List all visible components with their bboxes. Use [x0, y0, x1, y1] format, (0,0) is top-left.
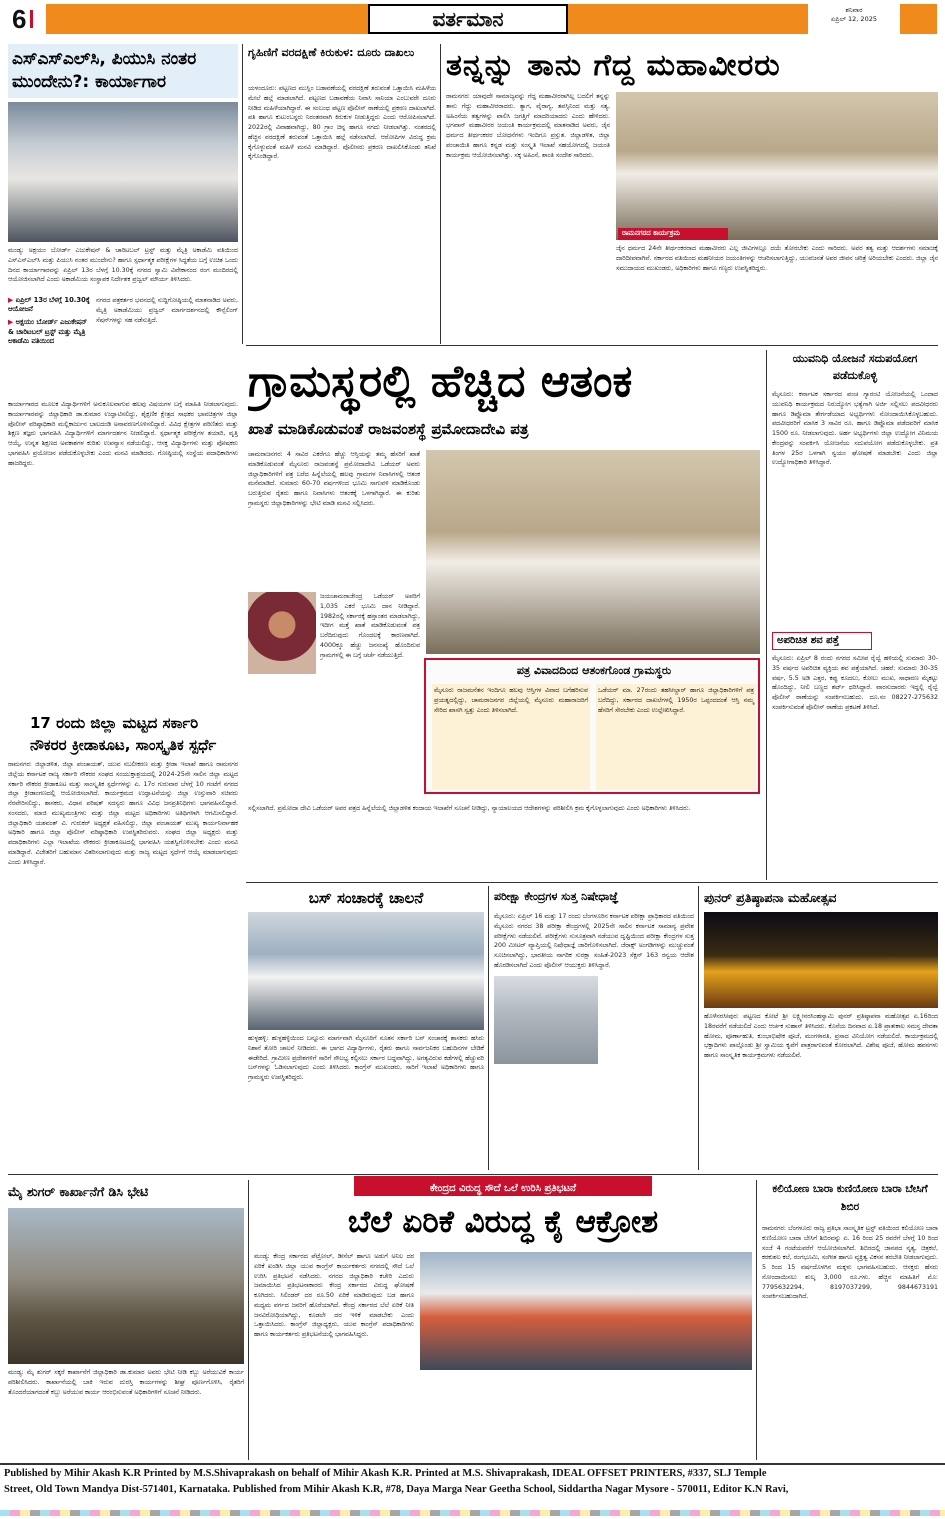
paper-name-box	[368, 4, 568, 34]
story-sports-headline: 17 ರಂದು ಜಿಲ್ಲಾ ಮಟ್ಟದ ಸರ್ಕಾರಿ ನೌಕರರ ಕ್ರೀಡಾಕೂಟ, ಸಾಂಸ್ಕೃತಿಕ ಸ್ಪರ್ಧೆ	[30, 714, 217, 754]
column-divider	[488, 886, 489, 1170]
story-sugar-body: ಮಂಡ್ಯ: ಮೈ ಶುಗರ್ ಸಕ್ಕರೆ ಕಾರ್ಖಾನೆಗೆ ಜಿಲ್ಲಾಧಿಕಾರಿ ಡಾ.ಕುಮಾರ ಅವರು ಭೇಟಿ ನೀಡಿ ಕಬ್ಬು ಅರೆಯುವಿಕೆ ಕಾರ್ಯ ಪರಿಶೀಲಿಸಿದರು. ಕಾರ್ಖಾನೆಯಲ್ಲಿ ಬಾಕಿ ಇರುವ ದುರಸ್ತಿ ಕಾರ್ಯಗಳನ್ನು ಶೀಘ್ರ ಪೂರ್ಣಗೊಳಿಸಿ, ರೈತರಿಗೆ ತೊಂದರೆಯಾಗದಂತೆ ಕಬ್ಬು ಅರೆಯುವ ಕಾರ್ಯ ಆರಂಭಿಸುವಂತೆ ಅಧಿಕಾರಿಗಳಿಗೆ ಸೂಚನೆ ನೀಡಿದರು.	[8, 1369, 244, 1396]
column-divider	[756, 1180, 757, 1460]
villagers-photo	[426, 450, 760, 654]
story-sports-body: ರಾಮನಗರ: ಜಿಲ್ಲಾಡಳಿತ, ಜಿಲ್ಲಾ ಪಂಚಾಯತ್, ಯುವ ಸಬಲೀಕರಣ ಮತ್ತು ಕ್ರೀಡಾ ಇಲಾಖೆ ಹಾಗೂ ರಾಮನಗರ ಜಿಲ್ಲೆಯ ಕರ್ನಾಟಕ ರಾಜ್ಯ ಸರ್ಕಾರಿ ನೌಕರರ ಸಂಘದ ಸಂಯುಕ್ತಾಶ್ರಯದಲ್ಲಿ 2024-25ನೇ ಸಾಲಿನ ಜಿಲ್ಲಾ ಮಟ್ಟದ ಸರ್ಕಾರಿ ನೌಕರರ ಕ್ರೀಡಾಕೂಟ ಮತ್ತು ಸಾಂಸ್ಕೃತಿಕ ಸ್ಪರ್ಧೆಗಳನ್ನು ಏ. 17ರ ಗುರುವಾರ ಬೆಳಗ್ಗೆ 10 ಗಂಟೆಗೆ ನಗರದ ಜಿಲ್ಲಾ ಕ್ರೀಡಾಂಗಣದಲ್ಲಿ ಆಯೋಜಿಸಲಾಗಿದೆ. ಕಾರ್ಯಕ್ರಮದ ಉದ್ಘಾಟನೆಯನ್ನು ಜಿಲ್ಲಾ ಉಸ್ತುವಾರಿ ಸಚಿವರು ನೆರವೇರಿಸಲಿದ್ದು, ಶಾಸಕರು, ವಿಧಾನ ಪರಿಷತ್ ಸದಸ್ಯರು ಹಾಗೂ ವಿವಿಧ ಜನಪ್ರತಿನಿಧಿಗಳು ಭಾಗವಹಿಸಲಿದ್ದಾರೆ. ಸಂಸದರು, ಮಾಜಿ ಮುಖ್ಯಮಂತ್ರಿಗಳು ಮತ್ತು ಜಿಲ್ಲಾ ಮಟ್ಟದ ಅಧಿಕಾರಿಗಳು ಅತಿಥಿಗಳಾಗಿ ಆಗಮಿಸಲಿದ್ದಾರೆ. ಜಿಲ್ಲಾಧಿಕಾರಿ ಯಶವಂತ್ ವಿ. ಗುರುಕರ್ ಅಧ್ಯಕ್ಷತೆ ವಹಿಸಲಿದ್ದು, ಜಿಲ್ಲಾ ಪಂಚಾಯತ್ ಮುಖ್ಯ ಕಾರ್ಯನಿರ್ವಾಹಕ ಅಧಿಕಾರಿ ಹಾಗೂ ಜಿಲ್ಲಾ ಪೊಲೀಸ್ ವರಿಷ್ಠಾಧಿಕಾರಿ ಉಪಸ್ಥಿತರಿರುವರು. ಸಂಘದ ಜಿಲ್ಲಾ ಅಧ್ಯಕ್ಷರು ಮತ್ತು ಪದಾಧಿಕಾರಿಗಳು ಎಲ್ಲಾ ಇಲಾಖೆಯ ನೌಕರರು ಕ್ರೀಡಾಕೂಟದಲ್ಲಿ ಭಾಗವಹಿಸಿ ಯಶಸ್ವಿಗೊಳಿಸಬೇಕು ಎಂದು ಮನವಿ ಮಾಡಿದ್ದಾರೆ. ವಿಜೇತರಿಗೆ ಬಹುಮಾನ ವಿತರಿಸಲಾಗುವುದು ಮತ್ತು ರಾಜ್ಯ ಮಟ್ಟದ ಸ್ಪರ್ಧೆಗೆ ಆಯ್ಕೆ ಮಾಡಲಾಗುವುದು ಎಂದು ತಿಳಿಸಿದ್ದಾರೆ.	[8, 761, 238, 866]
villagers-box-right: ಒಡೆಯರ್ ಮಾ. 27ರಂದು ತಹಸೀಲ್ದಾರ್ ಹಾಗೂ ಜಿಲ್ಲಾಧಿಕಾರಿಗಳಿಗೆ ಪತ್ರ ಬರೆದಿದ್ದು, ಸರ್ಕಾರದ ದಾಖಲೆಗಳಲ್ಲಿ 1950ರ ಒಪ್ಪಂದದಂತೆ ಆಸ್ತಿ ನಮ್ಮ ಹೆಸರಿಗೆ ಸೇರಬೇಕು ಎಂದು ಉಲ್ಲೇಖಿಸಿದ್ದಾರೆ.	[596, 684, 756, 790]
story-protest-kicker-text: ಕೇಂದ್ರದ ವಿರುದ್ಧ ಸೌದೆ ಒಲೆ ಉರಿಸಿ ಪ್ರತಿಭಟನೆ	[430, 1183, 576, 1194]
column-divider	[242, 44, 243, 344]
story-unknown-body	[772, 632, 938, 880]
sugar-factory-photo	[8, 1208, 244, 1364]
day-label: ಶನಿವಾರ	[845, 6, 863, 14]
story-sports-meet	[8, 712, 238, 1172]
paper-name: ವರ್ತಮಾನ	[432, 7, 504, 31]
story-protest	[254, 1176, 752, 1460]
horizontal-rule	[8, 1174, 938, 1175]
story-villagers	[248, 350, 760, 880]
bullet-2-text: ಅಕ್ಷಯಂ ಬೋರ್ಡ್ ಎಜುಕೇಷನ್ & ಚಾರಿಟಬಲ್ ಟ್ರಸ್ಟ್ ಮತ್ತು ಮೈತ್ರಿ ಅಕಾಡೆಮಿ ವತಿಯಿಂದ	[8, 318, 88, 345]
story-workshop-headline: ಎಸ್‌ಎಸ್‌ಎಲ್‌ಸಿ, ಪಿಯುಸಿ ನಂತರ ಮುಂದೇನು?: ಕಾರ್ಯಾಗಾರ	[12, 49, 197, 92]
story-workshop-bullets	[8, 296, 92, 396]
masthead-left-bar	[8, 4, 368, 34]
story-protest-headline: ಬೆಲೆ ಏರಿಕೆ ವಿರುದ್ಧ ಕೈ ಆಕ್ರೋಶ	[347, 1204, 659, 1240]
story-unknown-body-headline: ಅಪರಿಚಿತ ಶವ ಪತ್ತೆ	[777, 635, 840, 646]
story-villagers-box	[424, 658, 760, 794]
story-villagers-body-left: ಚಾಮರಾಜನಗರ: 4 ಸಾವಿರ ಎಕರೆಗೂ ಹೆಚ್ಚು ಆಸ್ತಿಯನ್ನು ತಮ್ಮ ಹೆಸರಿಗೆ ಖಾತೆ ಮಾಡಿಕೊಡುವಂತೆ ಮೈಸೂರು ರಾಜವಂಶಸ್ಥೆ ಪ್ರಮೋದಾದೇವಿ ಒಡೆಯರ್ ಅವರು ಜಿಲ್ಲಾಧಿಕಾರಿಗಳಿಗೆ ಪತ್ರ ಬರೆದ ಹಿನ್ನೆಲೆಯಲ್ಲಿ ಹಲವು ಗ್ರಾಮಗಳ ನಿವಾಸಿಗಳಲ್ಲಿ ಆತಂಕ ಮನೆಮಾಡಿದೆ. ಸುಮಾರು 60-70 ವರ್ಷಗಳಿಂದ ಭೂಮಿ ಸಾಗುವಳಿ ಮಾಡಿಕೊಂಡು ಬರುತ್ತಿರುವ ರೈತರು ಹಾಗೂ ನಿವಾಸಿಗಳು ಆತಂಕಕ್ಕೆ ಒಳಗಾಗಿದ್ದಾರೆ. ಈ ಕುರಿತು ಗ್ರಾಮಸ್ಥರು ಜಿಲ್ಲಾಧಿಕಾರಿಗಳನ್ನು ಭೇಟಿ ಮಾಡಿ ಮನವಿ ಸಲ್ಲಿಸಿದರು.	[248, 451, 420, 507]
footer-line-2: Street, Old Town Mandya Dist-571401, Karnataka. Published from Mihir Akash K.R, #78, Daya Marga Near Geetha School, Siddartha Nagar Mysore - 570011, Editor K.N Ravi,	[4, 1484, 789, 1495]
horizontal-rule	[246, 345, 938, 346]
date-box	[808, 0, 900, 38]
story-villagers-headline: ಗ್ರಾಮಸ್ಥರಲ್ಲಿ ಹೆಚ್ಚಿದ ಆತಂಕ	[248, 356, 633, 407]
story-mahavira-body-right: ಜೈನ ಧರ್ಮದ 24ನೇ ತೀರ್ಥಂಕರರಾದ ಮಹಾವೀರರು ಎಲ್ಲ ಜೀವಿಗಳಲ್ಲೂ ದಯೆ ತೋರಬೇಕು ಎಂದು ಸಾರಿದರು. ಅವರ ತತ್ವ ಮತ್ತು ಆದರ್ಶಗಳು ಸಮಾಜಕ್ಕೆ ದಾರಿದೀಪವಾಗಿವೆ. ಸರ್ಕಾರದ ವತಿಯಿಂದ ಮಹನೀಯರ ಜಯಂತಿಗಳನ್ನು ಆಚರಿಸಲಾಗುತ್ತಿದ್ದು, ಯುವಜನತೆ ಅವರ ಜೀವನ ಚರಿತ್ರೆ ಅರಿಯಬೇಕು ಎಂದರು. ಜಿಲ್ಲಾ ಜೈನ ಸಮುದಾಯದ ಮುಖಂಡರು, ಅಧಿಕಾರಿಗಳು ಹಾಗೂ ಗಣ್ಯರು ಉಪಸ್ಥಿತರಿದ್ದರು.	[616, 245, 938, 272]
story-workshop-body-bottom: ಕಾರ್ಯಾಗಾರದ ಮೂಲಕ ವಿದ್ಯಾರ್ಥಿಗಳಿಗೆ ಅನುಕೂಲವಾಗುವ ಹಲವು ವಿಷಯಗಳ ಬಗ್ಗೆ ಮಾಹಿತಿ ನೀಡಲಾಗುವುದು. ಕಾರ್ಯಾಗಾರವನ್ನು ಜಿಲ್ಲಾಧಿಕಾರಿ ಡಾ.ಕುಮಾರ ಉದ್ಘಾಟಿಸಲಿದ್ದು, ಶೈಕ್ಷಣಿಕ ಕ್ಷೇತ್ರದ ಸಾಧಕರ ಭಾವಚಿತ್ರಗಳ ಜಿಲ್ಲಾ ಪೊಲೀಸ್ ವರಿಷ್ಠಾಧಿಕಾರಿ ಮಲ್ಲಿಕಾರ್ಜುನ ಬಾಲದಂಡಿ ಅನಾವರಣಗೊಳಿಸಲಿದ್ದಾರೆ. ವಿವಿಧ ಕ್ಷೇತ್ರಗಳ ಪರಿಣಿತರು ಮತ್ತು ಶಿಕ್ಷಣ ತಜ್ಞರು ಭಾಗವಹಿಸಿ ವಿದ್ಯಾರ್ಥಿಗಳಿಗೆ ಮಾರ್ಗದರ್ಶನ ನೀಡಲಿದ್ದಾರೆ. ಸ್ಪರ್ಧಾತ್ಮಕ ಪರೀಕ್ಷೆಗಳ ತಯಾರಿ, ವೃತ್ತಿ ಆಯ್ಕೆ, ಉನ್ನತ ಶಿಕ್ಷಣದ ಅವಕಾಶಗಳ ಕುರಿತು ಉಪನ್ಯಾಸ ನಡೆಯಲಿದ್ದು, ಆಸಕ್ತ ವಿದ್ಯಾರ್ಥಿಗಳು ಮತ್ತು ಪೋಷಕರು ಭಾಗವಹಿಸಿ ಪ್ರಯೋಜನ ಪಡೆದುಕೊಳ್ಳಬೇಕು ಎಂದು ಮನವಿ ಮಾಡಿದರು. ಗೋಷ್ಠಿಯಲ್ಲಿ ಸಂಸ್ಥೆಯ ಪದಾಧಿಕಾರಿಗಳು ಹಾಜರಿದ್ದರು.	[8, 401, 238, 467]
footer	[4, 1466, 941, 1506]
story-temple-headline: ಪುನರ್ ಪ್ರತಿಷ್ಠಾಪನಾ ಮಹೋತ್ಸವ	[704, 890, 837, 905]
story-summer-camp-headline: ಕಲಿಯೋಣ ಬಾರಾ ಕುಣಿಯೋಣ ಬಾರಾ ಬೇಸಿಗೆ ಶಿಬಿರ	[772, 1183, 928, 1213]
exam-photo	[494, 976, 598, 1064]
story-workshop-body-top: ಮಂಡ್ಯ: ಅಕ್ಷಯಂ ಬೋರ್ಡ್ ಎಜುಕೇಷನ್ & ಚಾರಿಟಬಲ್ ಟ್ರಸ್ಟ್ ಮತ್ತು ಮೈತ್ರಿ ಅಕಾಡೆಮಿ ವತಿಯಿಂದ ಎಸ್‌ಎಸ್‌ಎಲ್‌ಸಿ ಮತ್ತು ಪಿಯುಸಿ ನಂತರ ಮುಂದೇನು? ಹಾಗೂ ಸ್ಪರ್ಧಾತ್ಮಕ ಪರೀಕ್ಷೆಗಳ ಸಿದ್ಧತೆಯ ಬಗ್ಗೆ ಉಚಿತ ಒಂದು ದಿನದ ಕಾರ್ಯಾಗಾರವನ್ನು ಏಪ್ರಿಲ್ 13ರ ಬೆಳಗ್ಗೆ 10.30ಕ್ಕೆ ನಗರದ ಸ್ವಾಮಿ ವಿವೇಕಾನಂದ ರಂಗ ಮಂದಿರದಲ್ಲಿ ಆಯೋಜಿಸಲಾಗಿದೆ ಎಂದು ಅಕಾಡೆಮಿಯ ಸಂಸ್ಥಾಪಕ ನಿರ್ದೇಶಕ ಪ್ರಜ್ವಲ್ ಮೌರ್ಯ ತಿಳಿಸಿದರು.	[8, 247, 238, 284]
story-dowry-headline: ಗೃಹಿಣಿಗೆ ವರದಕ್ಷಿಣೆ ಕಿರುಕುಳ: ದೂರು ದಾಖಲು	[248, 46, 415, 59]
page-number-box	[8, 4, 46, 34]
masthead-right-bar	[900, 4, 937, 34]
column-divider	[698, 886, 699, 1170]
story-protest-kicker	[354, 1176, 652, 1196]
story-villagers-subhead: ಖಾತೆ ಮಾಡಿಕೊಡುವಂತೆ ರಾಜವಂಶಸ್ಥೆ ಪ್ರಮೋದಾದೇವಿ ಪತ್ರ	[248, 420, 529, 438]
color-registration-strip	[0, 1510, 945, 1516]
story-yuvanidhi	[772, 350, 938, 630]
story-bus-headline: ಬಸ್ ಸಂಚಾರಕ್ಕೆ ಚಾಲನೆ	[308, 889, 424, 907]
story-temple-body: ಹೊಳೆನರಸೀಪುರ: ಪಟ್ಟಣದ ಕೋಟೆ ಶ್ರೀ ಲಕ್ಷ್ಮೀನರಸಿಂಹಸ್ವಾಮಿ ಪುನರ್ ಪ್ರತಿಷ್ಠಾಪನಾ ಮಹೋತ್ಸವ ಏ.16ರಿಂದ 18ರವರೆಗೆ ನಡೆಯಲಿದೆ ಎಂದು ಆರ್ಚಕ ಸುಹಾಸ್ ತಿಳಿಸಿದರು. ಕೊನೆಯ ದಿನವಾದ ಏ.18 ಪ್ರಾತಃಕಾಲ ಸಮಸ್ತ ದೇವತಾ ಹೋಮ, ಪೂರ್ಣಾಹುತಿ, ಕುಂಭಾಭಿಷೇಕ ಪೂಜೆ, ಮಂಗಳಾರತಿ, ಪ್ರಸಾದ ವಿನಿಯೋಗ ನಡೆಯಲಿದೆ. ಕಾರ್ಯಕ್ರಮದಲ್ಲಿ ಭಕ್ತಾದಿಗಳು ಪಾಲ್ಗೊಂಡು ಶ್ರೀ ಸ್ವಾಮಿಯ ಕೃಪೆಗೆ ಪಾತ್ರರಾಗುವಂತೆ ಕೋರಲಾಗಿದೆ. ವಿಶೇಷ ಪೂಜೆ, ಹೋಮ ಹವನಗಳು ಹಾಗೂ ಸಾಂಸ್ಕೃತಿಕ ಕಾರ್ಯಕ್ರಮಗಳು ನಡೆಯಲಿವೆ.	[704, 1013, 938, 1059]
unknown-body-headline-box	[772, 632, 872, 650]
masthead	[0, 0, 945, 42]
mahavira-photo	[616, 92, 938, 240]
pramoda-devi-portrait	[248, 592, 316, 674]
workshop-photo	[8, 102, 238, 242]
horizontal-rule	[246, 882, 938, 883]
story-bus-body: ಹುಳ್ಳಹಳ್ಳಿ: ಹುಳ್ಳಹಳ್ಳಿಯಿಂದ ಬನ್ನೂರು ಮಾರ್ಗವಾಗಿ ಮೈಸೂರಿಗೆ ನೂತನ ಸರ್ಕಾರಿ ಬಸ್ ಸಂಚಾರಕ್ಕೆ ಶಾಸಕರು ಹಸಿರು ನಿಶಾನೆ ತೋರಿ ಚಾಲನೆ ನೀಡಿದರು. ಈ ಭಾಗದ ವಿದ್ಯಾರ್ಥಿಗಳು, ರೈತರು ಹಾಗೂ ಸಾರ್ವಜನಿಕರ ಬಹುದಿನಗಳ ಬೇಡಿಕೆ ಈಡೇರಿದೆ. ಗ್ರಾಮೀಣ ಪ್ರದೇಶಗಳಿಗೆ ಸಾರಿಗೆ ಸೌಲಭ್ಯ ಕಲ್ಪಿಸಲು ಸರ್ಕಾರ ಬದ್ಧವಾಗಿದ್ದು, ಅಗತ್ಯವಿರುವ ಕಡೆಗಳಲ್ಲಿ ಹೆಚ್ಚುವರಿ ಬಸ್‌ಗಳನ್ನು ಓಡಿಸಲಾಗುವುದು ಎಂದು ತಿಳಿಸಿದರು. ಕಾಂಗ್ರೆಸ್ ಮುಖಂಡರು, ಸಾರಿಗೆ ಇಲಾಖೆ ಅಧಿಕಾರಿಗಳು ಹಾಗೂ ಗ್ರಾಮಸ್ಥರು ಉಪಸ್ಥಿತರಿದ್ದರು.	[248, 1035, 484, 1081]
mahavira-photo-caption: ರಾಮನಗರದ ಕಾರ್ಯಕ್ರಮ	[618, 228, 728, 240]
temple-photo	[704, 912, 938, 1008]
story-bus	[248, 886, 484, 1170]
story-temple	[704, 886, 938, 1170]
story-summer-camp	[762, 1180, 938, 1460]
story-yuvanidhi-body: ಮೈಸೂರು: ಕರ್ನಾಟಕ ಸರ್ಕಾರದ ಪಂಚ ಗ್ಯಾರಂಟಿ ಯೋಜನೆಯಲ್ಲಿ ಒಂದಾದ ಯುವನಿಧಿ ಕಾರ್ಯಕ್ರಮದ ನಿರುದ್ಯೋಗ ಭತ್ಯೆಗಾಗಿ ಅರ್ಜಿ ಸಲ್ಲಿಸಲು ಪದವೀಧರರು ಹಾಗೂ ಡಿಪ್ಲೊಮಾ ತೇರ್ಗಡೆಯಾದ ಅಭ್ಯರ್ಥಿಗಳು ನೋಂದಾಯಿಸಿಕೊಳ್ಳಬಹುದು. ಪದವೀಧರರಿಗೆ ಮಾಸಿಕ 3 ಸಾವಿರ ರೂ. ಹಾಗೂ ಡಿಪ್ಲೊಮಾ ಪಡೆದವರಿಗೆ ಮಾಸಿಕ 1500 ರೂ. ನೀಡಲಾಗುವುದು. ಅರ್ಹ ಅಭ್ಯರ್ಥಿಗಳು ಜಿಲ್ಲಾ ಉದ್ಯೋಗ ವಿನಿಮಯ ಕೇಂದ್ರವನ್ನು ಸಂಪರ್ಕಿಸಿ ಯೋಜನೆಯ ಸದುಪಯೋಗ ಪಡೆದುಕೊಳ್ಳಬೇಕು. ಪ್ರತಿ ತಿಂಗಳ 25ರ ಒಳಗಾಗಿ ಸ್ವಯಂ ಘೋಷಣೆ ಮಾಡಬೇಕು ಎಂದು ಜಿಲ್ಲಾ ಉದ್ಯೋಗಾಧಿಕಾರಿ ತಿಳಿಸಿದ್ದಾರೆ.	[772, 391, 938, 467]
story-sugar	[8, 1180, 244, 1460]
story-dowry	[248, 44, 436, 344]
story-exam	[494, 886, 694, 1170]
bullet-2	[8, 318, 92, 346]
story-exam-headline: ಪರೀಕ್ಷಾ ಕೇಂದ್ರಗಳ ಸುತ್ತ ನಿಷೇಧಾಜ್ಞೆ	[494, 890, 619, 903]
bus-photo	[248, 912, 484, 1030]
footer-rule	[0, 1463, 945, 1465]
story-unknown-body-text: ಮೈಸೂರು: ಏಪ್ರಿಲ್ 8 ರಂದು ನಗರದ ಸಮೀಪ ರೈಲ್ವೆ ಹಳಿಯಲ್ಲಿ ಸುಮಾರು 30-35 ವರ್ಷದ ಅಪರಿಚಿತ ವ್ಯಕ್ತಿಯ ಶವ ಪತ್ತೆಯಾಗಿದೆ. ಚಹರೆ: ಸುಮಾರು 30-35 ವರ್ಷ, 5.5 ಅಡಿ ಎತ್ತರ, ಕಪ್ಪು ಕೂದಲು, ಕೋಲು ಮುಖ, ಸಾಧಾರಣ ಮೈಕಟ್ಟು ಹೊಂದಿದ್ದು, ನೀಲಿ ಬಣ್ಣದ ಶರ್ಟ್ ಧರಿಸಿದ್ದಾರೆ. ವಾರಸುದಾರರು ಇದ್ದಲ್ಲಿ ರೈಲ್ವೆ ಪೊಲೀಸ್ ಠಾಣೆಯನ್ನು ಸಂಪರ್ಕಿಸಬಹುದು. ದೂ.ಸಂ 08227-275632 ಸಂಪರ್ಕಿಸುವಂತೆ ಪೊಲೀಸ್ ಠಾಣೆಯ ಪ್ರಕಟಣೆ ತಿಳಿಸಿದೆ.	[772, 655, 938, 711]
story-yuvanidhi-headline: ಯುವನಿಧಿ ಯೋಜನೆ ಸದುಪಯೋಗ ಪಡೆದುಕೊಳ್ಳಿ	[792, 352, 918, 382]
story-sugar-headline: ಮೈ ಶುಗರ್ ಕಾರ್ಖಾನೆಗೆ ಡಿಸಿ ಭೇಟಿ	[8, 1184, 149, 1199]
protest-photo	[420, 1252, 752, 1370]
bullet-arrow-icon: ▶	[8, 318, 16, 327]
villagers-box-title: ಪತ್ರ ವಿವಾದದಿಂದ ಆತಂಕಗೊಂಡ ಗ್ರಾಮಸ್ಥರು	[516, 664, 672, 677]
pen-icon	[30, 10, 33, 28]
bullet-arrow-icon: ▶	[8, 296, 16, 304]
bullet-1-text: ಏಪ್ರಿಲ್ 13ರ ಬೆಳಗ್ಗೆ 10.30ಕ್ಕೆ ಆಯೋಜನೆ	[8, 296, 90, 314]
column-divider	[440, 44, 441, 344]
footer-line-1: Published by Mihir Akash K.R Printed by M.S.Shivaprakash on behalf of Mihir Akash K.R. Printed at M.S. Shivaprakash, IDEAL OFFSET PRINTERS, #337, SLJ Temple	[4, 1468, 767, 1479]
story-mahavira-headline: ತನ್ನನ್ನು ತಾನು ಗೆದ್ದ ಮಹಾವೀರರು	[446, 48, 781, 83]
story-exam-body: ಮೈಸೂರು: ಏಪ್ರಿಲ್ 16 ಮತ್ತು 17 ರಂದು ಬೆಂಗಳೂರಿನ ಕರ್ನಾಟಕ ಪರೀಕ್ಷಾ ಪ್ರಾಧಿಕಾರದ ವತಿಯಿಂದ ಮೈಸೂರು ನಗರದ 38 ಪರೀಕ್ಷಾ ಕೇಂದ್ರಗಳಲ್ಲಿ 2025ನೇ ಸಾಲಿನ ಕರ್ನಾಟಕ ಸಾಮಾನ್ಯ ಪ್ರವೇಶ ಪರೀಕ್ಷೆಗಳು ನಡೆಯಲಿವೆ. ಪರೀಕ್ಷೆಗಳು ಸುಸೂತ್ರವಾಗಿ ನಡೆಯುವ ದೃಷ್ಟಿಯಿಂದ ಪರೀಕ್ಷಾ ಕೇಂದ್ರಗಳ ಸುತ್ತ 200 ಮೀಟರ್ ವ್ಯಾಪ್ತಿಯಲ್ಲಿ ನಿಷೇಧಾಜ್ಞೆ ಜಾರಿಗೊಳಿಸಲಾಗಿದೆ. ಜೆರಾಕ್ಸ್ ಅಂಗಡಿಗಳನ್ನು ಮುಚ್ಚುವಂತೆ ಸೂಚಿಸಲಾಗಿದ್ದು, ಭಾರತೀಯ ನಾಗರಿಕ ಸುರಕ್ಷಾ ಸಂಹಿತೆ-2023 ಸೆಕ್ಷನ್ 163 ರನ್ವಯ ಆದೇಶ ಹೊರಡಿಸಲಾಗಿದೆ ಎಂದು ಪೊಲೀಸ್ ಆಯುಕ್ತರು ತಿಳಿಸಿದ್ದಾರೆ.	[494, 913, 694, 969]
story-protest-body: ಮಂಡ್ಯ: ಕೇಂದ್ರ ಸರ್ಕಾರದ ಪೆಟ್ರೋಲ್, ಡೀಸೆಲ್ ಹಾಗೂ ಅಡುಗೆ ಅನಿಲ ದರ ಏರಿಕೆ ಖಂಡಿಸಿ ಜಿಲ್ಲಾ ಯುವ ಕಾಂಗ್ರೆಸ್ ಕಾರ್ಯಕರ್ತರು ನಗರದಲ್ಲಿ ಸೌದೆ ಒಲೆ ಉರಿಸಿ ಪ್ರತಿಭಟನೆ ನಡೆಸಿದರು. ನಗರದ ಜಿಲ್ಲಾಧಿಕಾರಿ ಕಚೇರಿ ಎದುರು ಜಮಾಯಿಸಿದ ಪ್ರತಿಭಟನಾಕಾರರು ಕೇಂದ್ರ ಸರ್ಕಾರದ ವಿರುದ್ಧ ಘೋಷಣೆ ಕೂಗಿದರು. ಸಿಲಿಂಡರ್ ದರ ರೂ.50 ಏರಿಕೆ ಮಾಡಿರುವುದು ಬಡ ಹಾಗೂ ಮಧ್ಯಮ ವರ್ಗದ ಜನರಿಗೆ ಹೊರೆಯಾಗಿದೆ. ಕೇಂದ್ರ ಸರ್ಕಾರದ ಬೆಲೆ ಏರಿಕೆ ನೀತಿ ಜನವಿರೋಧಿಯಾಗಿದ್ದು, ಕೂಡಲೇ ದರ ಇಳಿಕೆ ಮಾಡಬೇಕು ಎಂದು ಒತ್ತಾಯಿಸಿದರು. ಕಾಂಗ್ರೆಸ್ ಜಿಲ್ಲಾಧ್ಯಕ್ಷರು, ಯುವ ಕಾಂಗ್ರೆಸ್ ಪದಾಧಿಕಾರಿಗಳು ಹಾಗೂ ಕಾರ್ಯಕರ್ತರು ಪ್ರತಿಭಟನೆಯಲ್ಲಿ ಭಾಗವಹಿಸಿದ್ದರು.	[254, 1253, 414, 1338]
villagers-box-left: ಮೈಸೂರು ರಾಜಮನೆತನ ಇಂದಿಗೂ ಹಲವು ಆಸ್ತಿಗಳ ವಿವಾದ ಬಗೆಹರಿಸುವ ಪ್ರಯತ್ನದಲ್ಲಿದ್ದು, ಚಾಮರಾಜನಗರ ಜಿಲ್ಲೆಯಲ್ಲಿ ಮೈಸೂರು ಮಹಾರಾಜರಿಗೆ ಸೇರಿದ ಖಾಸಗಿ ಸ್ವತ್ತು ಎಂದು ತಿಳಿಸಲಾಗಿದೆ.	[432, 684, 590, 790]
column-divider	[766, 350, 767, 880]
story-mahavira	[446, 44, 938, 344]
column-divider	[248, 1180, 249, 1460]
page-number: 6	[12, 4, 27, 34]
story-workshop	[8, 44, 238, 710]
story-villagers-body-mid: ಜಯಚಾಮರಾಜೇಂದ್ರ ಒಡೆಯರ್ ಅವರಿಗೆ 1,035 ಎಕರೆ ಭೂಮಿ ದಾನ ನೀಡಿದ್ದಾರೆ. 1982ರಲ್ಲಿ ಸರ್ಕಾರಕ್ಕೆ ಹಸ್ತಾಂತರ ಮಾಡಲಾಗಿದ್ದು, ಇದೀಗ ಮತ್ತೆ ಖಾತೆ ಮಾಡಿಕೊಡುವಂತೆ ಪತ್ರ ಬರೆದಿರುವುದು ಗೊಂದಲಕ್ಕೆ ಕಾರಣವಾಗಿದೆ. 4000ಕ್ಕೂ ಹೆಚ್ಚು ಜನಸಂಖ್ಯೆ ಹೊಂದಿರುವ ಗ್ರಾಮಗಳಲ್ಲಿ ಈ ಬಗ್ಗೆ ಚರ್ಚೆ ನಡೆಯುತ್ತಿದೆ.	[320, 593, 420, 659]
story-dowry-body: ಯಳಂದೂರು: ಪಟ್ಟಣದ ಮುಸ್ಲಿಂ ಬಡಾವಣೆಯಲ್ಲಿ ವರದಕ್ಷಿಣೆ ತರುವಂತೆ ಒತ್ತಾಯಿಸಿ ಮಹಿಳೆಯ ಮೇಲೆ ಹಲ್ಲೆ ಮಾಡಲಾಗಿದೆ. ಪಟ್ಟಣದ ಬಡಾವಣೆಯ ನಿವಾಸಿ ಸಾನಿಯಾ ಎಂಬುವರೇ ದೂರು ನೀಡಿದ ಮಹಿಳೆಯಾಗಿದ್ದಾರೆ. ಈ ಸಂಬಂಧ ಪಟ್ಟಣ ಪೊಲೀಸ್ ಠಾಣೆಯಲ್ಲಿ ಪ್ರಕರಣ ದಾಖಲಾಗಿದೆ. ಪತಿ ಹಾಗೂ ಕುಟುಂಬಸ್ಥರು ನಿರಂತರವಾಗಿ ಕಿರುಕುಳ ನೀಡುತ್ತಿದ್ದರು ಎಂದು ಆರೋಪಿಸಲಾಗಿದೆ. 2022ರಲ್ಲಿ ವಿವಾಹವಾಗಿದ್ದು, 80 ಗ್ರಾಂ ಚಿನ್ನ ಹಾಗೂ ನಗದು ನೀಡಲಾಗಿತ್ತು. ನಂತರದಲ್ಲಿ ಹೆಚ್ಚಿನ ವರದಕ್ಷಿಣೆ ತರುವಂತೆ ಒತ್ತಾಯಿಸಿ ಹಲ್ಲೆ ನಡೆಸಲಾಗಿದೆ. ಆರೋಪಿಗಳ ವಿರುದ್ಧ ಕ್ರಮ ಕೈಗೊಳ್ಳುವಂತೆ ಮಹಿಳೆ ಮನವಿ ಮಾಡಿದ್ದಾರೆ. ಪೊಲೀಸರು ಪ್ರಕರಣ ದಾಖಲಿಸಿಕೊಂಡು ತನಿಖೆ ಕೈಗೊಂಡಿದ್ದಾರೆ.	[248, 85, 436, 161]
date-label: ಏಪ್ರಿಲ್ 12, 2025	[831, 15, 877, 23]
story-mahavira-body-left: ರಾಮನಗರ: ಯಾವುದೇ ಸಾಮಾಜ್ಯವನ್ನು ಗೆದ್ದ ಮಹಾವೀರರಾಗಿಲ್ಲ ಬದಲಿಗೆ ತನ್ನನ್ನು ತಾನು ಗೆದ್ದು ಮಹಾವೀರರಾದರು. ತ್ಯಾಗ, ವೈರಾಗ್ಯ, ತಪಸ್ಸಿನಿಂದ ಮತ್ತು ಸತ್ಯ, ಅಹಿಂಸೆಯ ತತ್ವಗಳನ್ನು ಪಾಲಿಸಿ ಜಗತ್ತಿಗೆ ಮಾದರಿಯಾದರು ಎಂದು ಹೇಳಿದರು. ಭಗವಾನ್ ಮಹಾವೀರರ ಜಯಂತಿ ಕಾರ್ಯಕ್ರಮದಲ್ಲಿ ಮಾತನಾಡಿದ ಅವರು, ಜೈನ ಧರ್ಮದ ತೀರ್ಥಂಕರರ ಬೋಧನೆಗಳು ಇಂದಿಗೂ ಪ್ರಸ್ತುತ. ಜಿಲ್ಲಾಡಳಿತ, ಜಿಲ್ಲಾ ಪಂಚಾಯಿತಿ ಹಾಗೂ ಕನ್ನಡ ಮತ್ತು ಸಂಸ್ಕೃತಿ ಇಲಾಖೆ ಸಹಯೋಗದಲ್ಲಿ ಜಯಂತಿ ಕಾರ್ಯಕ್ರಮ ಆಯೋಜಿಸಲಾಗಿತ್ತು. ಸಕ್ಕ ಅಹಿಂಸೆ, ಶಾಂತಿ ಸಂದೇಶ ಸಾರಿದರು.	[446, 93, 610, 159]
masthead-mid-bar	[568, 4, 808, 34]
story-summer-camp-body: ರಾಮನಗರ: ಬೆಂಗಳೂರು ರಾಜ್ಯ ಪ್ರತಿಭಾ ಸಾಂಸ್ಕೃತಿಕ ಟ್ರಸ್ಟ್ ವತಿಯಿಂದ ಕಲಿಯೋಣ ಬಾರಾ ಕುಣಿಯೋಣ ಬಾರಾ ಬೇಸಿಗೆ ಶಿಬಿರವನ್ನು ಏ. 16 ರಿಂದ 25 ರವರೆಗೆ ಬೆಳಗ್ಗೆ 10 ರಿಂದ ಸಂಜೆ 4 ಗಂಟೆಯವರೆಗೆ ಆಯೋಜಿಸಲಾಗಿದೆ. ಶಿಬಿರದಲ್ಲಿ ಜಾನಪದ ನೃತ್ಯ, ಚಿತ್ರಕಲೆ, ಕರಕುಶಲ ಕಲೆ, ರಂಗಭೂಮಿ, ಸಂಗೀತ ಹಾಗೂ ವ್ಯಕ್ತಿತ್ವ ವಿಕಸನ ತರಬೇತಿ ನೀಡಲಾಗುವುದು. 5 ರಿಂದ 15 ವರ್ಷದೊಳಗಿನ ಮಕ್ಕಳು ಭಾಗವಹಿಸಬಹುದು. ಆಸಕ್ತರು ಹೆಸರು ನೋಂದಾಯಿಸಲು ಶುಲ್ಕ 3,000 ರೂ.ಗಳು. ಹೆಚ್ಚಿನ ಮಾಹಿತಿಗೆ ಮೊ: 7795632294, 8197037299, 9844673191 ಸಂಪರ್ಕಿಸಬಹುದಾಗಿದೆ.	[762, 1225, 938, 1301]
bullet-1	[8, 296, 92, 314]
story-villagers-body-bottom: ಸಲ್ಲಿಸಲಾಗಿದೆ. ಪ್ರಮೋದಾ ದೇವಿ ಒಡೆಯರ್ ಅವರ ಪತ್ರದ ಹಿನ್ನೆಲೆಯಲ್ಲಿ ಜಿಲ್ಲಾಡಳಿತ ಕಂದಾಯ ಇಲಾಖೆಗೆ ಸೂಚನೆ ನೀಡಿದ್ದು, ನ್ಯಾಯಾಲಯದ ಆದೇಶಗಳನ್ನು ಪರಿಶೀಲಿಸಿ ಕ್ರಮ ಕೈಗೊಳ್ಳಲಾಗುವುದು ಎಂದು ಅಧಿಕಾರಿಗಳು ತಿಳಿಸಿದರು.	[248, 805, 691, 812]
story-workshop-body-right: ನಗರದ ಪತ್ರಕರ್ತರ ಭವನದಲ್ಲಿ ಸುದ್ದಿಗೋಷ್ಠಿಯಲ್ಲಿ ಮಾತನಾಡಿದ ಅವರು, ಮೈತ್ರಿ ಅಕಾಡೆಮಿಯು ಪ್ರಜ್ವಲ್ ಮಾರ್ಗದರ್ಶನದಲ್ಲಿ ಕೌನ್ಸೆಲಿಂಗ್ ಸೆಷನ್‌ಗಳನ್ನು ಸಹ ನಡೆಸುತ್ತಿದೆ.	[96, 297, 238, 324]
